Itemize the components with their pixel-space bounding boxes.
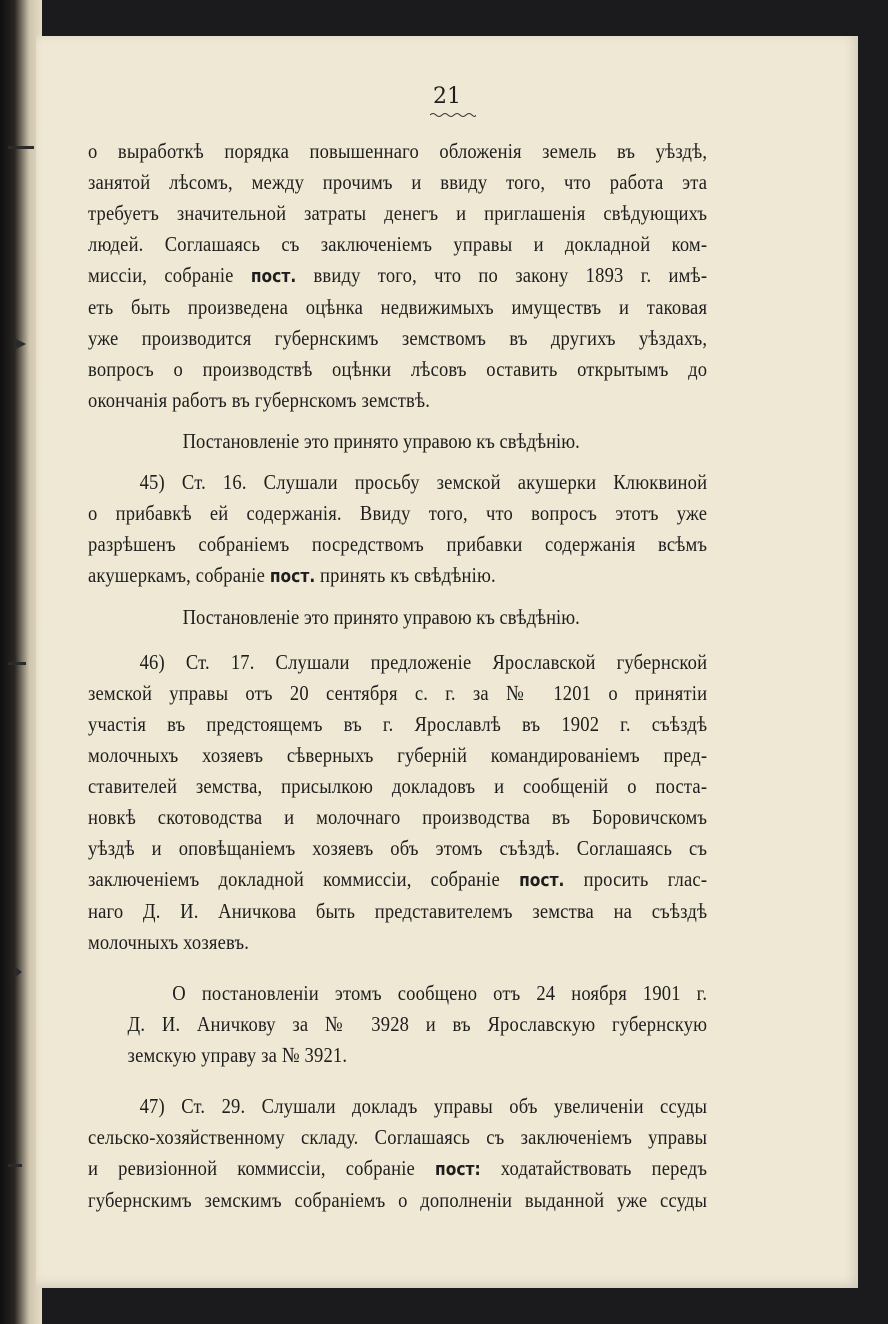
spine-mark [8,1164,22,1167]
page-number-ornament [430,112,476,118]
text-line: уже производится губернскимъ земствомъ въ другихъ уѣздахъ, [88,326,708,350]
text-line: о выработкѣ порядка повышеннаго обложенія земель въ уѣздѣ, [88,139,708,163]
text-line: еть быть произведена оцѣнка недвижимыхъ имуществъ и таковая [88,295,708,319]
text-line: людей. Соглашаясь съ заключеніемъ управы и докладной ком- [88,232,708,256]
page-body [88,136,707,1216]
text-line: О постановленіи этомъ сообщено отъ 24 ноября 1901 г. [172,981,708,1005]
text-line: Д. И. Аничкову за № 3928 и въ Ярославскую губернскую [127,1012,708,1036]
text-line: губернскимъ земскимъ собраніемъ о дополненіи выданной уже ссуды [88,1188,708,1212]
text-line: и ревизіонной коммиссіи, собраніе пост: ходатайствовать передъ [88,1156,708,1180]
text-line: молочныхъ хозяевъ сѣверныхъ губерній командированіемъ пред- [88,743,708,767]
text-line: земскую управу за № 3921. [127,1043,348,1067]
text-line: новкѣ скотоводства и молочнаго производства въ Боровичскомъ [88,805,708,829]
page-number: 21 [433,84,461,109]
paragraph-45 [88,467,707,592]
spine-mark [8,146,34,149]
spine-mark [8,662,26,665]
text-line: сельско-хозяйственному складу. Соглашаясь съ заключеніемъ управы [88,1125,708,1149]
text-line: занятой лѣсомъ, между прочимъ и ввиду того, что работа эта [88,170,708,194]
text-line: миссіи, собраніе пост. ввиду того, что по закону 1893 г. имѣ- [88,263,708,287]
resolution-note: Постановленіе это принято управою къ свѣдѣнію. [182,429,580,453]
text-line: молочныхъ хозяевъ. [88,930,250,954]
text-line: уѣздѣ и оповѣщаніемъ хозяевъ объ этомъ съѣздѣ. Соглашаясь съ [88,836,708,860]
paragraph-forest-tax [88,136,707,416]
resolution-note: Постановленіе это принято управою къ свѣдѣнію. [182,605,580,629]
document-page [36,36,858,1288]
spine-arrow [14,338,26,350]
text-line: участія въ предстоящемъ въ г. Ярославлѣ въ 1902 г. съѣздѣ [88,712,708,736]
text-line: окончанія работъ въ губернскомъ земствѣ. [88,388,431,412]
text-line: 45) Ст. 16. Слушали просьбу земской акушерки Клюквиной [139,470,708,494]
notification-note [88,978,707,1071]
paragraph-47 [88,1091,707,1216]
paragraph-46 [88,647,707,958]
text-line: ставителей земства, присылкою докладовъ и сообщеній о поста- [88,774,708,798]
text-line: вопросъ о производствѣ оцѣнки лѣсовъ оставить открытымъ до [88,357,708,381]
text-line: требуетъ значительной затраты денегъ и приглашенія свѣдующихъ [88,201,708,225]
text-line: разрѣшенъ собраніемъ посредствомъ прибавки содержанія всѣмъ [88,532,708,556]
text-line: заключеніемъ докладной коммиссіи, собраніе пост. просить глас- [88,867,708,891]
text-line: земской управы отъ 20 сентября с. г. за № 1201 о принятіи [88,681,708,705]
text-line: наго Д. И. Аничкова быть представителемъ земства на съѣздѣ [88,899,708,923]
text-line: акушеркамъ, собраніе пост. принять къ свѣдѣнію. [88,563,496,587]
spine-arrow [14,966,22,978]
text-line: 46) Ст. 17. Слушали предложеніе Ярославской губернской [139,650,708,674]
text-line: 47) Ст. 29. Слушали докладъ управы объ увеличеніи ссуды [139,1094,708,1118]
text-line: о прибавкѣ ей содержанія. Ввиду того, что вопросъ этотъ уже [88,501,708,525]
